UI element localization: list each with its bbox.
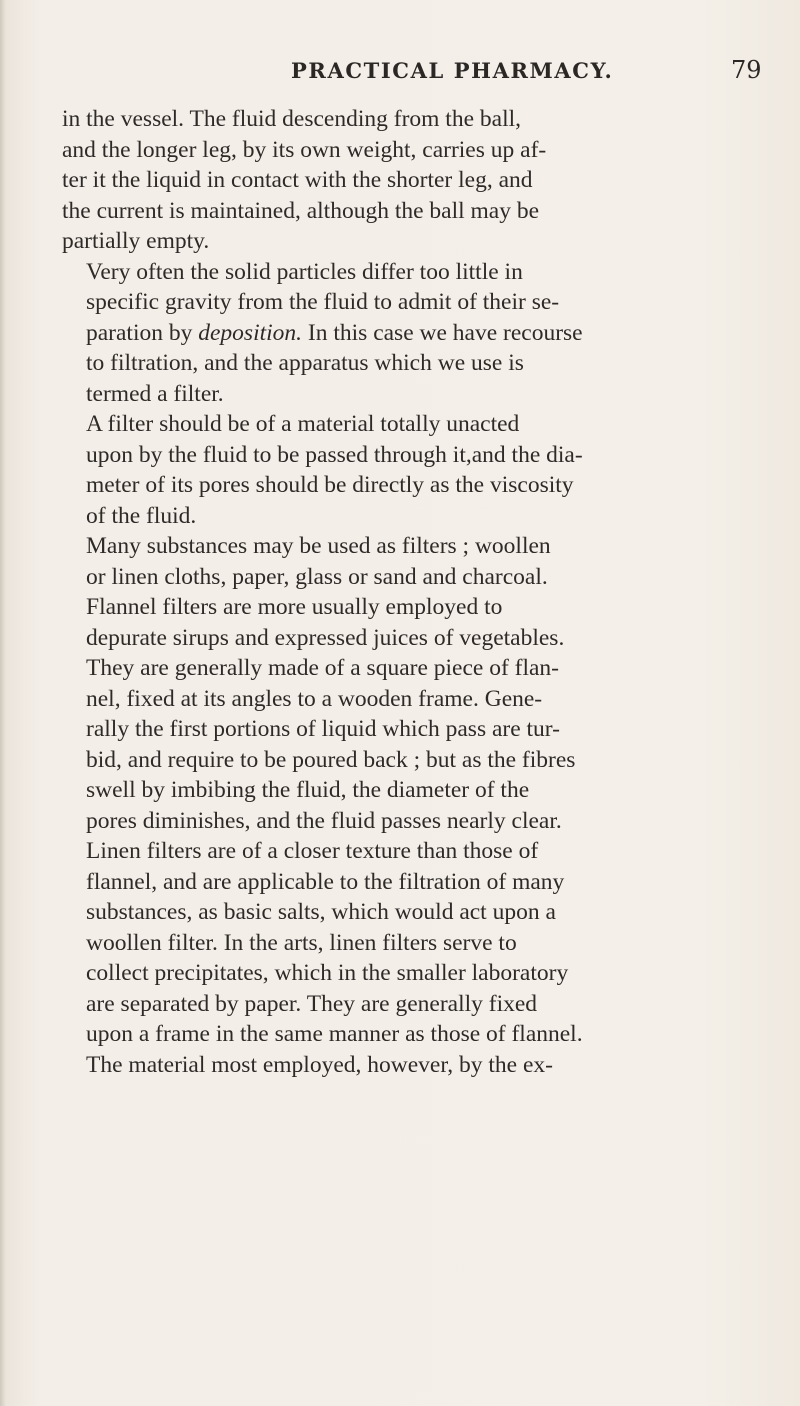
text-line: The material most employed, however, by the ex- — [86, 1051, 553, 1078]
text-line: of the fluid. — [86, 502, 197, 529]
text-line: meter of its pores should be directly as the viscosity — [86, 472, 574, 498]
text-line: ter it the liquid in contact with the shorter leg, and — [62, 167, 533, 193]
paragraph-siphon-continuation — [62, 104, 768, 257]
paragraph-linen-filters — [62, 836, 768, 1080]
text-line — [62, 318, 768, 349]
text-line: Very often the solid particles differ too little in — [86, 258, 523, 285]
paragraph-flannel-filters — [62, 592, 768, 836]
text-line: to filtration, and the apparatus which we use is — [86, 350, 524, 376]
text-line: termed a filter. — [86, 380, 224, 407]
page-gutter-shadow — [0, 0, 6, 1406]
body-text — [62, 104, 768, 1080]
text-line: or linen cloths, paper, glass or sand and charcoal. — [86, 563, 548, 590]
text-line: partially empty. — [62, 228, 210, 254]
page-number: 79 — [731, 56, 762, 84]
paragraph-filter-substances — [62, 531, 768, 592]
paragraph-filter-material — [62, 409, 768, 531]
text-line: the current is maintained, although the ball may be — [62, 197, 540, 224]
text-line: pores diminishes, and the fluid passes nearly clear. — [86, 807, 562, 834]
text-line: in the vessel. The fluid descending from the ball, — [62, 106, 522, 132]
text-fragment: paration by — [86, 319, 199, 346]
text-line: swell by imbibing the fluid, the diameter of the — [86, 777, 530, 803]
text-line: depurate sirups and expressed juices of vegetables. — [86, 624, 565, 651]
text-line: Flannel filters are more usually employed to — [86, 594, 503, 620]
text-line: woollen filter. In the arts, linen filters serve to — [86, 929, 517, 956]
text-line: flannel, and are applicable to the filtration of many — [86, 868, 565, 895]
text-line: Many substances may be used as filters ; woollen — [86, 533, 551, 559]
text-line: They are generally made of a square piece of flan- — [86, 655, 560, 681]
text-line: bid, and require to be poured back ; but as the fibres — [86, 746, 576, 773]
text-line: A filter should be of a material totally unacted — [86, 411, 520, 437]
text-fragment: In this case we have recourse — [302, 319, 583, 346]
text-line: are separated by paper. They are generally fixed — [86, 990, 538, 1017]
page-header — [0, 54, 800, 94]
italic-term-deposition: deposition. — [198, 319, 303, 346]
text-line: Linen filters are of a closer texture than those of — [86, 838, 539, 864]
text-line: collect precipitates, which in the smaller laboratory — [86, 960, 569, 986]
text-line: rally the first portions of liquid which pass are tur- — [86, 716, 560, 742]
text-line: nel, fixed at its angles to a wooden frame. Gene- — [86, 685, 543, 712]
text-line: upon by the fluid to be passed through it,and the dia- — [86, 441, 583, 468]
paragraph-filtration-intro — [62, 257, 768, 410]
text-line: upon a frame in the same manner as those of flannel. — [86, 1021, 583, 1047]
text-line: specific gravity from the fluid to admit of their se- — [86, 289, 560, 315]
text-line: and the longer leg, by its own weight, carries up af- — [62, 136, 547, 163]
text-line: substances, as basic salts, which would act upon a — [86, 899, 556, 925]
running-title: PRACTICAL PHARMACY. — [291, 58, 614, 83]
